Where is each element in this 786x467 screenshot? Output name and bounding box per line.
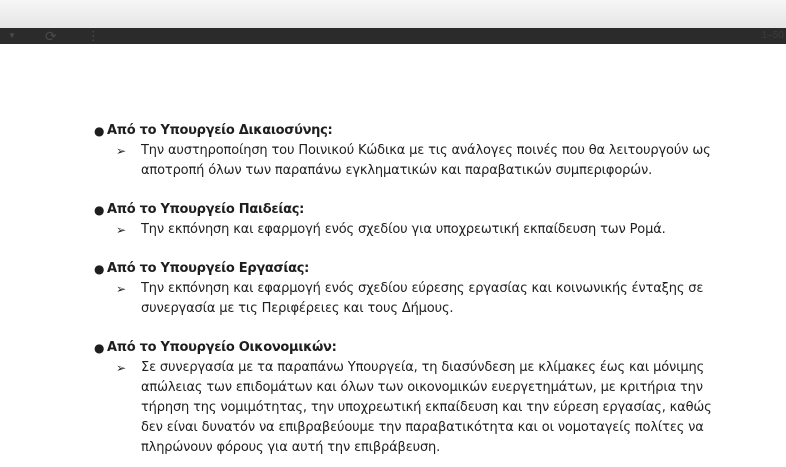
section-heading [92, 338, 732, 358]
arrow-bullet-icon: ➢ [116, 144, 126, 158]
reload-icon[interactable]: ⟳ [45, 28, 57, 44]
section-heading [92, 200, 732, 220]
item-text: Την αυστηροποίηση του Ποινικού Κώδικα με τις ανάλογες ποινές που θα λειτουργούν ως αποτροπή όλων των παραπάνω εγκληματικών και παραβατικών συμπεριφορών. [141, 143, 711, 178]
bullet-icon: ● [94, 203, 105, 217]
item-text: Σε συνεργασία με τα παραπάνω Υπουργεία, τη διασύνδεση με κλίμακες έως και μόνιμης απώλειας των επιδομάτων και όλων των οικονομικών ευεργετημάτων, με κριτήρια την τήρηση της νομιμότητας, την υποχρεωτική εκπαίδευση και την εύρεση εργασίας, καθώς δεν είναι δυνατόν να επιβραβεύουμε την παραβατικότητα και οι νομοταγείς πολίτες να πληρώνουν φόρους για αυτή την επιβράβευση. [141, 360, 712, 455]
arrow-bullet-icon: ➢ [116, 282, 126, 296]
caret-down-icon[interactable]: ▼ [8, 31, 16, 40]
ministry-section-education [92, 200, 732, 240]
proposal-item [92, 141, 732, 181]
bullet-icon: ● [94, 124, 105, 138]
pdf-toolbar [0, 28, 786, 44]
heading-text: Από το Υπουργείο Οικονομικών: [107, 340, 337, 355]
heading-text: Από το Υπουργείο Εργασίας: [107, 261, 310, 276]
proposal-item [92, 358, 732, 458]
more-vert-icon[interactable]: ⋮ [87, 28, 100, 43]
bullet-icon: ● [94, 341, 105, 355]
arrow-bullet-icon: ➢ [116, 361, 126, 375]
ministry-section-finance [92, 338, 732, 458]
item-text: Την εκπόνηση και εφαρμογή ενός σχεδίου εύρεσης εργασίας και κοινωνικής ένταξης σε συνεργασία με τις Περιφέρειες και τους Δήμους. [141, 281, 704, 316]
browser-top-area [0, 0, 786, 28]
section-heading [92, 121, 732, 141]
proposal-item [92, 279, 732, 319]
item-text: Την εκπόνηση και εφαρμογή ενός σχεδίου για υποχρεωτική εκπαίδευση των Ρομά. [141, 222, 666, 237]
arrow-bullet-icon: ➢ [116, 223, 126, 237]
heading-text: Από το Υπουργείο Δικαιοσύνης: [107, 123, 333, 138]
bullet-icon: ● [94, 262, 105, 276]
page-range-label: 1–50 [761, 30, 784, 41]
heading-text: Από το Υπουργείο Παιδείας: [107, 202, 305, 217]
proposal-item [92, 220, 732, 240]
ministry-section-justice [92, 121, 732, 181]
section-heading [92, 259, 732, 279]
document-body [92, 121, 732, 458]
ministry-section-labour [92, 259, 732, 319]
